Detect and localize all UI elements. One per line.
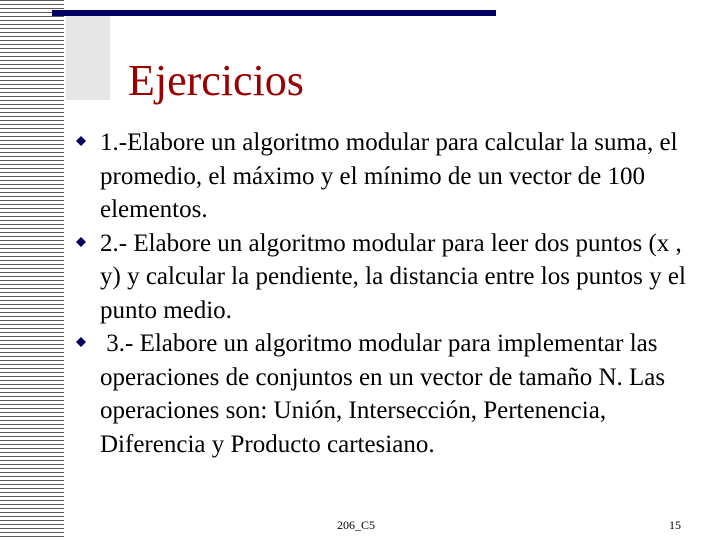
slide-content <box>74 126 694 461</box>
exercise-item-3 <box>74 327 694 461</box>
exercise-item-1 <box>74 126 694 227</box>
page-number: 15 <box>669 518 681 532</box>
diamond-bullet-icon <box>76 337 86 347</box>
left-stripe-decoration <box>0 0 64 540</box>
exercise-item-3-text: 3.- Elabore un algoritmo modular para implementar las operaciones de conjuntos en un vector de tamaño N. Las operaciones son: Unión, Intersección, Pertenencia, Diferencia y Producto cartesiano. <box>100 330 672 458</box>
exercise-item-1-text: 1.-Elabore un algoritmo modular para calcular la suma, el promedio, el máximo y el mínimo de un vector de 100 elementos. <box>100 129 678 223</box>
diamond-bullet-icon <box>76 237 86 247</box>
exercise-item-2 <box>74 227 694 328</box>
slide-title: Ejercicios <box>128 56 304 106</box>
footer-label: 206_C5 <box>337 518 376 532</box>
top-accent-bar <box>52 10 496 16</box>
diamond-bullet-icon <box>76 136 86 146</box>
title-background-box <box>66 16 110 100</box>
exercise-item-2-text: 2.- Elabore un algoritmo modular para leer dos puntos (x , y) y calcular la pendiente, la distancia entre los puntos y el punto medio. <box>100 229 686 324</box>
